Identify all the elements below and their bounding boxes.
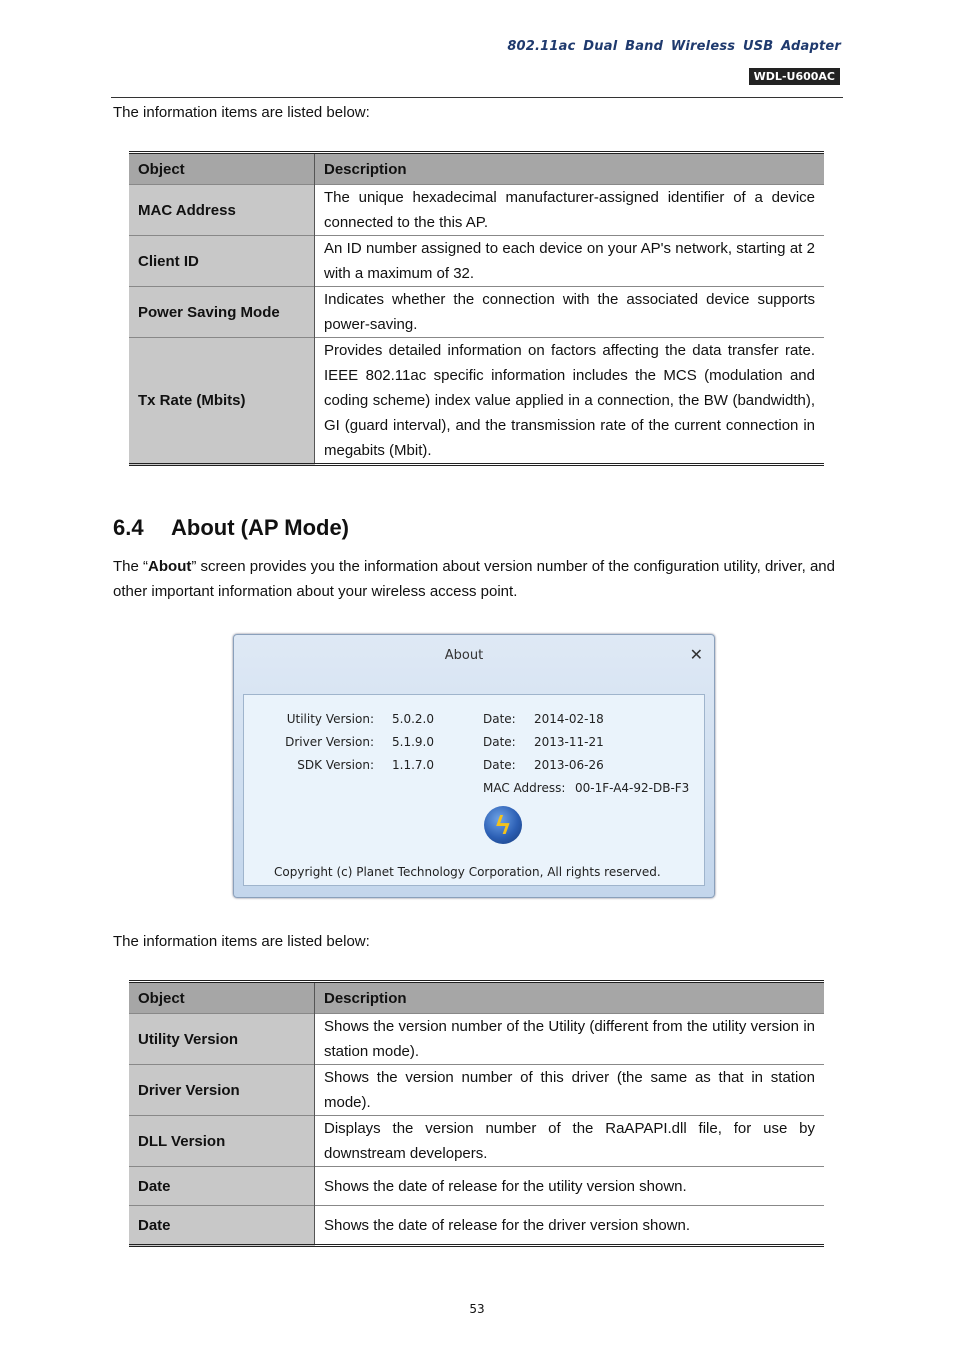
row-description: Shows the date of release for the driver version shown.	[315, 1206, 825, 1246]
table-row	[129, 338, 824, 465]
sdk-version-value: 1.1.7.0	[392, 758, 434, 772]
sdk-version-label: SDK Version:	[297, 758, 374, 772]
utility-date-value: 2014-02-18	[534, 712, 604, 726]
driver-version-value: 5.1.9.0	[392, 735, 434, 749]
table-row	[129, 1167, 824, 1206]
row-object: Date	[129, 1167, 315, 1206]
row-object: Tx Rate (Mbits)	[129, 338, 315, 465]
row-description: An ID number assigned to each device on your AP's network, starting at 2 with a maximum of 32.	[315, 236, 825, 287]
row-object: Client ID	[129, 236, 315, 287]
table-header-description: Description	[315, 983, 825, 1014]
row-object: Power Saving Mode	[129, 287, 315, 338]
table-row	[129, 236, 824, 287]
driver-version-label: Driver Version:	[285, 735, 374, 749]
row-object: MAC Address	[129, 185, 315, 236]
row-object: DLL Version	[129, 1116, 315, 1167]
dialog-body	[243, 694, 705, 886]
utility-date-label: Date:	[483, 712, 516, 726]
row-description: Displays the version number of the RaAPAPI.dll file, for use by downstream developers.	[315, 1116, 825, 1167]
header-title: 802.11ac Dual Band Wireless USB Adapter	[507, 39, 841, 54]
section-heading	[113, 515, 349, 541]
row-description: Shows the version number of this driver (the same as that in station mode).	[315, 1065, 825, 1116]
model-badge: WDL-U600AC	[749, 68, 840, 85]
dialog-title: About	[444, 648, 484, 663]
row-description: The unique hexadecimal manufacturer-assigned identifier of a device connected to the this AP.	[315, 185, 825, 236]
about-text-post: ” screen provides you the information about version number of the configuration utility, driver, and other important information about your wireless access point.	[113, 558, 835, 600]
row-description: Shows the version number of the Utility (different from the utility version in station mode).	[315, 1014, 825, 1065]
table-row	[129, 1116, 824, 1167]
driver-date-value: 2013-11-21	[534, 735, 604, 749]
planet-logo-icon: ϟ	[484, 806, 522, 844]
close-icon[interactable]: ✕	[689, 647, 703, 664]
table-row	[129, 1065, 824, 1116]
section-number: 6.4	[113, 515, 144, 540]
copyright-text: Copyright (c) Planet Technology Corporation, All rights reserved.	[274, 865, 661, 879]
row-description: Indicates whether the connection with the associated device supports power-saving.	[315, 287, 825, 338]
table-row	[129, 185, 824, 236]
row-object: Utility Version	[129, 1014, 315, 1065]
table-header-object: Object	[129, 983, 315, 1014]
page-number: 53	[469, 1302, 485, 1316]
table-row	[129, 1014, 824, 1065]
row-object: Date	[129, 1206, 315, 1246]
about-text-pre: The “	[113, 558, 149, 575]
intro-text-1: The information items are listed below:	[113, 104, 370, 121]
sdk-date-value: 2013-06-26	[534, 758, 604, 772]
header-divider	[111, 97, 843, 98]
info-table-1	[129, 151, 824, 466]
sdk-date-label: Date:	[483, 758, 516, 772]
mac-address-label: MAC Address:	[483, 781, 566, 795]
driver-date-label: Date:	[483, 735, 516, 749]
info-table-2	[129, 980, 824, 1247]
row-object: Driver Version	[129, 1065, 315, 1116]
about-dialog	[233, 634, 715, 898]
table-header-object: Object	[129, 154, 315, 185]
table-header-description: Description	[315, 154, 825, 185]
mac-address-value: 00-1F-A4-92-DB-F3	[575, 781, 690, 795]
about-paragraph	[113, 554, 835, 604]
table-row	[129, 1206, 824, 1246]
utility-version-label: Utility Version:	[286, 712, 374, 726]
intro-text-2: The information items are listed below:	[113, 933, 370, 950]
utility-version-value: 5.0.2.0	[392, 712, 434, 726]
row-description: Shows the date of release for the utility version shown.	[315, 1167, 825, 1206]
row-description: Provides detailed information on factors affecting the data transfer rate. IEEE 802.11ac specific information includes the MCS (modulation and coding scheme) index value applied in a connection, the BW (bandwidth), GI (guard interval), and the transmission rate of the current connection in megabits (Mbit).	[315, 338, 825, 465]
table-row	[129, 287, 824, 338]
about-text-bold: About	[148, 558, 192, 575]
section-title: About (AP Mode)	[171, 515, 350, 540]
